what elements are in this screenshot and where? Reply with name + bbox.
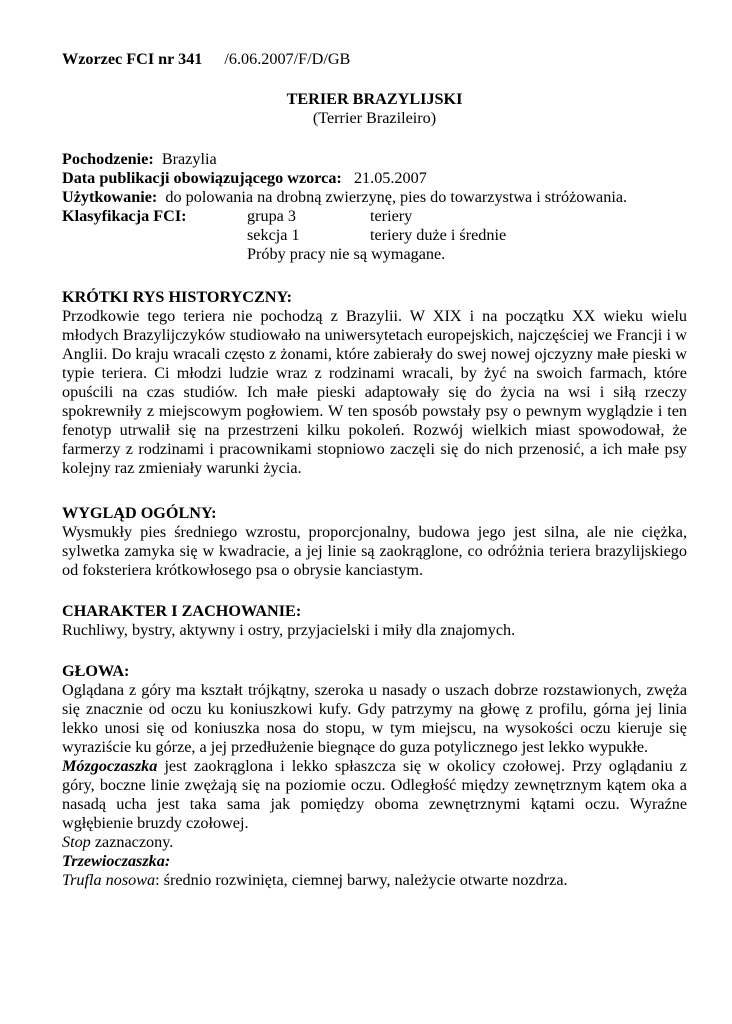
work-trial-row	[62, 245, 702, 264]
history-section	[62, 288, 687, 478]
skull-paragraph	[62, 757, 687, 833]
origin-label: Pochodzenie:	[62, 150, 154, 168]
head-section	[62, 662, 687, 890]
use-row	[62, 188, 702, 207]
character-text: Ruchliwy, bystry, aktywny i ostry, przyjacielski i miły dla znajomych.	[62, 621, 516, 639]
head-text: Oglądana z góry ma kształt trójkątny, szeroka u nasady o uszach dobrze rozstawionych, zwęża się znacznie od oczu ku koniuszkowi kufy. Gdy patrzymy na głowę z profilu, górna jej linia lekko unosi się od koniuszka nosa do stopu, w tym miejscu, na wysokości oczu kieruje się wyraziście ku górze, a jej przedłużenie biegnące do guza potylicznego jest lekko wypukłe.	[62, 681, 687, 756]
document-header	[62, 50, 350, 69]
breed-name: TERIER BRAZYLIJSKI	[286, 90, 463, 108]
classification-section-name: teriery duże i średnie	[370, 226, 507, 244]
head-heading: GŁOWA:	[62, 662, 130, 680]
breed-original-name: (Terrier Brazileiro)	[312, 109, 437, 127]
origin-value: Brazylia	[161, 150, 217, 168]
classification-group-name: teriery	[370, 207, 413, 225]
classification-label: Klasyfikacja FCI:	[62, 207, 187, 225]
breed-title	[62, 90, 687, 128]
character-heading: CHARAKTER I ZACHOWANIE:	[62, 602, 302, 620]
work-trial-note: Próby pracy nie są wymagane.	[247, 245, 446, 263]
nose-text: : średnio rozwinięta, ciemnej barwy, należycie otwarte nozdrza.	[155, 871, 568, 889]
classification-group: grupa 3	[247, 207, 296, 225]
standard-metadata	[62, 150, 702, 264]
stop-paragraph	[62, 833, 687, 852]
standard-code: Wzorzec FCI nr 341	[62, 50, 203, 68]
character-section	[62, 602, 687, 640]
date-value: 21.05.2007	[353, 169, 427, 187]
nose-label: Trufla nosowa	[62, 871, 156, 889]
appearance-heading: WYGLĄD OGÓLNY:	[62, 504, 217, 522]
facial-label: Trzewioczaszka:	[62, 852, 171, 870]
appearance-section	[62, 504, 687, 580]
stop-text: zaznaczony.	[94, 833, 174, 851]
use-value: do polowania na drobną zwierzynę, pies do towarzystwa i stróżowania.	[165, 188, 628, 206]
date-row	[62, 169, 702, 188]
origin-row	[62, 150, 702, 169]
standard-reference: /6.06.2007/F/D/GB	[224, 50, 351, 68]
history-text: Przodkowie tego teriera nie pochodzą z Brazylii. W XIX i na początku XX wieku wielu młodych Brazylijczyków studiowało na uniwersytetach europejskich, najczęściej we Francji i w Anglii. Do kraju wracali często z żonami, które zabierały do swej nowej ojczyzny małe pieski w typie teriera. Ci młodzi ludzie wraz z rodzinami wracali, by żyć na swoich farmach, które opuścili na czas studiów. Ich małe pieski adaptowały się do życia na wsi i siłą rzeczy spokrewniły z miejscowym pogłowiem. W ten sposób powstały psy o pewnym wyglądzie i ten fenotyp utrwalił się na przestrzeni kilku pokoleń. Rozwój wielkich miast spowodował, że farmerzy z rodzinami i pracownikami stopniowo zaczęli się do nich przenosić, a ich małe psy kolejny raz zmieniały warunki życia.	[62, 307, 687, 477]
classification-section-row	[62, 226, 702, 245]
classification-section: sekcja 1	[247, 226, 300, 244]
facial-paragraph	[62, 852, 687, 871]
use-label: Użytkowanie:	[62, 188, 158, 206]
skull-label: Mózgoczaszka	[62, 757, 158, 775]
date-label: Data publikacji obowiązującego wzorca:	[62, 169, 342, 187]
history-heading: KRÓTKI RYS HISTORYCZNY:	[62, 288, 293, 306]
stop-label: Stop	[62, 833, 91, 851]
appearance-text: Wysmukły pies średniego wzrostu, proporcjonalny, budowa jego jest silna, ale nie ciężka, sylwetka zamyka się w kwadracie, a jej linie są zaokrąglone, co odróżnia teriera brazylijskiego od foksteriera krótkowłosego psa o obrysie kanciastym.	[62, 523, 687, 579]
skull-text: jest zaokrąglona i lekko spłaszcza się w okolicy czołowej. Przy oglądaniu z góry, boczne linie zwężają się na poziomie oczu. Odległość między zewnętrznym kątem oka a nasadą ucha jest taka sama jak pomiędzy oboma zewnętrznymi kątami oczu. Wyraźne wgłębienie bruzdy czołowej.	[62, 757, 687, 832]
classification-group-row	[62, 207, 702, 226]
nose-paragraph	[62, 871, 687, 890]
